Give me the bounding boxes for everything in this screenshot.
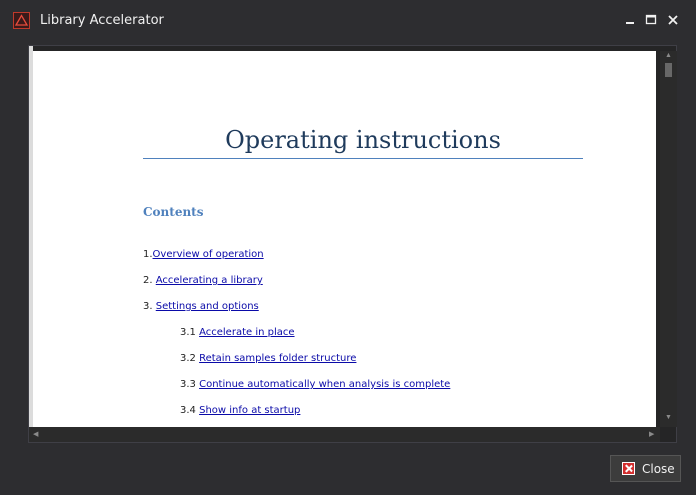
- toc-number: 3.3: [180, 379, 200, 390]
- close-button-label: Close: [642, 462, 675, 476]
- scroll-right-icon[interactable]: ▶: [649, 431, 655, 438]
- title-bar: [0, 0, 696, 44]
- toc-number: 3.: [143, 301, 156, 312]
- toc-number: 3.4: [180, 405, 200, 416]
- toc-link-show-info[interactable]: Show info at startup: [199, 405, 301, 416]
- window-title: Library Accelerator: [40, 13, 164, 28]
- vertical-scrollbar[interactable]: [660, 51, 677, 427]
- toc-number: 2.: [143, 275, 156, 286]
- toc-link-overview[interactable]: Overview of operation: [152, 249, 264, 260]
- toc-item: [180, 405, 300, 416]
- document-viewer[interactable]: [33, 51, 656, 427]
- toc-item: [180, 353, 356, 364]
- toc-link-continue-automatically[interactable]: Continue automatically when analysis is complete: [199, 379, 451, 390]
- maximize-icon[interactable]: [640, 9, 662, 31]
- app-logo-icon: [13, 12, 30, 29]
- scroll-thumb[interactable]: [665, 63, 672, 77]
- toc-item: [143, 249, 264, 260]
- toc-link-retain-structure[interactable]: Retain samples folder structure: [199, 353, 357, 364]
- document-title: Operating instructions: [225, 126, 501, 154]
- horizontal-scrollbar[interactable]: [29, 427, 660, 442]
- toc-link-settings[interactable]: Settings and options: [155, 301, 259, 312]
- close-x-icon: [622, 462, 635, 475]
- minimize-icon[interactable]: [619, 9, 641, 31]
- toc-item: [180, 379, 450, 390]
- scroll-left-icon[interactable]: ◀: [33, 431, 39, 438]
- toc-link-accelerate-in-place[interactable]: Accelerate in place: [199, 327, 295, 338]
- toc-item: [180, 327, 295, 338]
- scroll-up-icon[interactable]: ▲: [665, 52, 672, 59]
- close-button[interactable]: [610, 455, 681, 482]
- title-underline: [143, 158, 583, 159]
- scroll-down-icon[interactable]: ▼: [665, 414, 672, 421]
- toc-number: 1.: [143, 249, 153, 260]
- toc-link-accelerating[interactable]: Accelerating a library: [155, 275, 263, 286]
- toc-number: 3.1: [180, 327, 200, 338]
- toc-item: [143, 301, 259, 312]
- contents-heading: Contents: [143, 205, 204, 219]
- toc-number: 3.2: [180, 353, 200, 364]
- toc-item: [143, 275, 263, 286]
- close-window-icon[interactable]: [662, 9, 684, 31]
